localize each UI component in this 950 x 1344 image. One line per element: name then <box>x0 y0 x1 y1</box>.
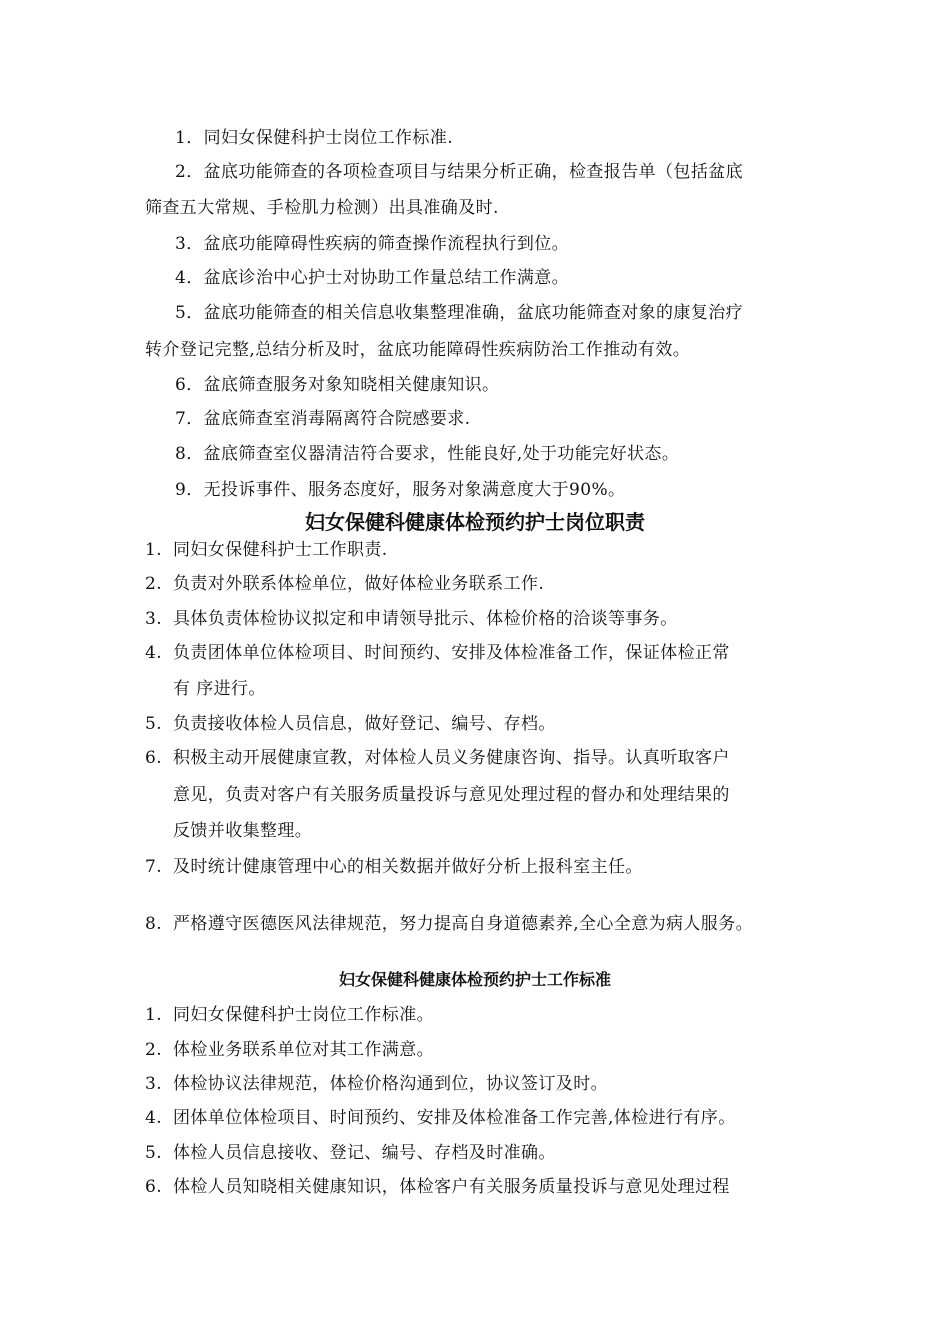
item-number: 6. <box>145 748 163 768</box>
item-text: 同妇女保健科护士工作职责. <box>173 540 388 560</box>
s1-line-8: 6．盆底筛查服务对象知晓相关健康知识。 <box>175 375 500 395</box>
s2-item <box>145 857 643 877</box>
s3-item <box>145 1074 608 1094</box>
s2-item <box>145 714 556 734</box>
s3-item <box>145 1005 434 1025</box>
section3-title: 妇女保健科健康体检预约护士工作标准 <box>338 970 611 989</box>
s1-line-4: 3．盆底功能障碍性疾病的筛查操作流程执行到位。 <box>175 234 570 254</box>
item-number: 5. <box>145 714 163 734</box>
s3-item <box>145 1177 730 1197</box>
s1-line-3: 筛查五大常规、手检肌力检测）出具准确及时. <box>145 198 499 218</box>
item-number: 1. <box>145 1005 163 1025</box>
s3-item <box>145 1040 434 1060</box>
item-text: 体检协议法律规范，体检价格沟通到位，协议签订及时。 <box>173 1074 608 1094</box>
item-text: 反馈并收集整理。 <box>173 821 313 841</box>
s2-item <box>145 574 544 594</box>
s1-line-1: 1．同妇女保健科护士岗位工作标准. <box>175 128 454 148</box>
item-number: 8. <box>145 914 163 934</box>
item-text: 意见，负责对客户有关服务质量投诉与意见处理过程的督办和处理结果的 <box>173 785 730 805</box>
item-text: 负责对外联系体检单位，做好体检业务联系工作. <box>173 574 545 594</box>
s1-line-7: 转介登记完整,总结分析及时，盆底功能障碍性疾病防治工作推动有效。 <box>145 340 691 360</box>
item-number: 4. <box>145 1108 163 1128</box>
s1-line-11: 9．无投诉事件、服务态度好，服务对象满意度大于90%。 <box>175 480 626 500</box>
s1-line-6: 5．盆底功能筛查的相关信息收集整理准确，盆底功能筛查对象的康复治疗 <box>175 303 744 323</box>
s3-item <box>145 1108 736 1128</box>
s2-item <box>145 914 753 934</box>
item-number: 3. <box>145 609 163 629</box>
section2-title: 妇女保健科健康体检预约护士岗位职责 <box>305 510 645 534</box>
item-text: 体检业务联系单位对其工作满意。 <box>173 1040 434 1060</box>
s2-item <box>145 540 388 560</box>
s2-item <box>145 748 730 768</box>
item-number: 7. <box>145 857 163 877</box>
item-text: 有 序进行。 <box>173 679 266 699</box>
item-number: 1. <box>145 540 163 560</box>
s2-item <box>145 785 730 805</box>
s1-line-9: 7．盆底筛查室消毒隔离符合院感要求. <box>175 409 471 429</box>
s2-item <box>145 609 678 629</box>
item-number: 2. <box>145 1040 163 1060</box>
item-number: 3. <box>145 1074 163 1094</box>
item-text: 体检人员知晓相关健康知识，体检客户有关服务质量投诉与意见处理过程 <box>173 1177 730 1197</box>
item-number: 2. <box>145 574 163 594</box>
s1-line-5: 4．盆底诊治中心护士对协助工作量总结工作满意。 <box>175 268 570 288</box>
item-text: 负责接收体检人员信息，做好登记、编号、存档。 <box>173 714 556 734</box>
s1-line-2: 2．盆底功能筛查的各项检查项目与结果分析正确，检查报告单（包括盆底 <box>175 162 744 182</box>
item-number: 4. <box>145 643 163 663</box>
s1-line-10: 8．盆底筛查室仪器清洁符合要求，性能良好,处于功能完好状态。 <box>175 444 680 464</box>
s3-item <box>145 1143 556 1163</box>
s2-item <box>145 821 312 841</box>
s2-item <box>145 643 730 663</box>
item-text: 同妇女保健科护士岗位工作标准。 <box>173 1005 434 1025</box>
item-text: 团体单位体检项目、时间预约、安排及体检准备工作完善,体检进行有序。 <box>173 1108 736 1128</box>
item-text: 体检人员信息接收、登记、编号、存档及时准确。 <box>173 1143 556 1163</box>
item-text: 严格遵守医德医风法律规范，努力提高自身道德素养,全心全意为病人服务。 <box>173 914 754 934</box>
s2-item <box>145 679 266 699</box>
item-number: 5. <box>145 1143 163 1163</box>
item-text: 具体负责体检协议拟定和申请领导批示、体检价格的洽谈等事务。 <box>173 609 678 629</box>
item-text: 及时统计健康管理中心的相关数据并做好分析上报科室主任。 <box>173 857 643 877</box>
item-number: 6. <box>145 1177 163 1197</box>
item-text: 积极主动开展健康宣教，对体检人员义务健康咨询、指导。认真听取客户 <box>173 748 730 768</box>
item-text: 负责团体单位体检项目、时间预约、安排及体检准备工作，保证体检正常 <box>173 643 730 663</box>
